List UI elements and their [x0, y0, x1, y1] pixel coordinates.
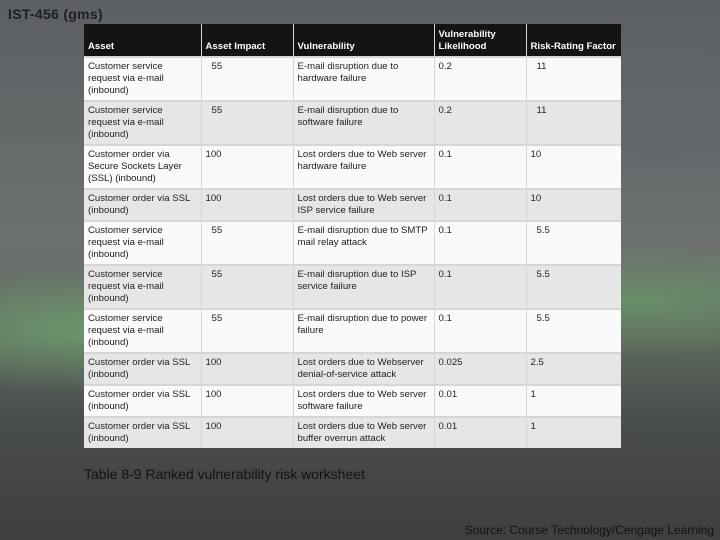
table-header-row — [84, 24, 621, 57]
table-row — [84, 265, 621, 309]
risk-worksheet-table — [84, 24, 621, 448]
vulnerability-cell: Lost orders due to Web server ISP service failure — [293, 189, 434, 221]
vulnerability-cell: E-mail disruption due to ISP service failure — [293, 265, 434, 309]
asset-cell: Customer order via SSL (inbound) — [84, 385, 201, 417]
asset-impact-cell: 100 — [201, 353, 293, 385]
likelihood-cell: 0.1 — [434, 309, 526, 353]
vulnerability-cell: Lost orders due to Web server software failure — [293, 385, 434, 417]
table-row — [84, 145, 621, 189]
risk-rating-cell: 11 — [526, 101, 621, 145]
asset-impact-cell: 100 — [201, 145, 293, 189]
risk-rating-cell: 1 — [526, 385, 621, 417]
vulnerability-cell: Lost orders due to Webserver denial-of-service attack — [293, 353, 434, 385]
header-asset-impact: Asset Impact — [201, 24, 293, 57]
asset-cell: Customer order via Secure Sockets Layer (SSL) (inbound) — [84, 145, 201, 189]
asset-impact-cell: 55 — [201, 221, 293, 265]
header-vulnerability-likelihood: Vulnerability Likelihood — [434, 24, 526, 57]
asset-impact-cell: 55 — [201, 101, 293, 145]
risk-rating-cell: 10 — [526, 189, 621, 221]
table-row — [84, 309, 621, 353]
risk-rating-cell: 5.5 — [526, 265, 621, 309]
asset-cell: Customer service request via e-mail (inbound) — [84, 265, 201, 309]
table-row — [84, 57, 621, 101]
vulnerability-cell: Lost orders due to Web server buffer overrun attack — [293, 417, 434, 448]
risk-rating-cell: 5.5 — [526, 221, 621, 265]
table-row — [84, 417, 621, 448]
vulnerability-cell: E-mail disruption due to software failure — [293, 101, 434, 145]
header-asset: Asset — [84, 24, 201, 57]
source-credit: Source: Course Technology/Cengage Learning — [464, 523, 714, 537]
table-row — [84, 101, 621, 145]
vulnerability-cell: Lost orders due to Web server hardware failure — [293, 145, 434, 189]
likelihood-cell: 0.025 — [434, 353, 526, 385]
table-caption: Table 8-9 Ranked vulnerability risk worksheet — [84, 466, 365, 482]
asset-cell: Customer order via SSL (inbound) — [84, 189, 201, 221]
table-row — [84, 221, 621, 265]
likelihood-cell: 0.01 — [434, 417, 526, 448]
vulnerability-cell: E-mail disruption due to SMTP mail relay attack — [293, 221, 434, 265]
risk-rating-cell: 2.5 — [526, 353, 621, 385]
course-title: IST-456 (gms) — [8, 6, 103, 22]
likelihood-cell: 0.1 — [434, 221, 526, 265]
header-vulnerability: Vulnerability — [293, 24, 434, 57]
header-risk-rating-factor: Risk-Rating Factor — [526, 24, 621, 57]
asset-impact-cell: 55 — [201, 309, 293, 353]
asset-impact-cell: 100 — [201, 189, 293, 221]
risk-rating-cell: 1 — [526, 417, 621, 448]
asset-cell: Customer service request via e-mail (inbound) — [84, 221, 201, 265]
asset-impact-cell: 55 — [201, 57, 293, 101]
asset-cell: Customer service request via e-mail (inbound) — [84, 309, 201, 353]
asset-cell: Customer order via SSL (inbound) — [84, 417, 201, 448]
vulnerability-cell: E-mail disruption due to hardware failure — [293, 57, 434, 101]
asset-cell: Customer order via SSL (inbound) — [84, 353, 201, 385]
likelihood-cell: 0.1 — [434, 145, 526, 189]
risk-rating-cell: 11 — [526, 57, 621, 101]
likelihood-cell: 0.2 — [434, 101, 526, 145]
asset-impact-cell: 100 — [201, 417, 293, 448]
table-row — [84, 353, 621, 385]
table-row — [84, 189, 621, 221]
asset-cell: Customer service request via e-mail (inbound) — [84, 57, 201, 101]
asset-cell: Customer service request via e-mail (inbound) — [84, 101, 201, 145]
likelihood-cell: 0.01 — [434, 385, 526, 417]
likelihood-cell: 0.2 — [434, 57, 526, 101]
table-row — [84, 385, 621, 417]
asset-impact-cell: 100 — [201, 385, 293, 417]
likelihood-cell: 0.1 — [434, 265, 526, 309]
risk-rating-cell: 5.5 — [526, 309, 621, 353]
table-body — [84, 57, 621, 448]
likelihood-cell: 0.1 — [434, 189, 526, 221]
vulnerability-cell: E-mail disruption due to power failure — [293, 309, 434, 353]
risk-rating-cell: 10 — [526, 145, 621, 189]
asset-impact-cell: 55 — [201, 265, 293, 309]
